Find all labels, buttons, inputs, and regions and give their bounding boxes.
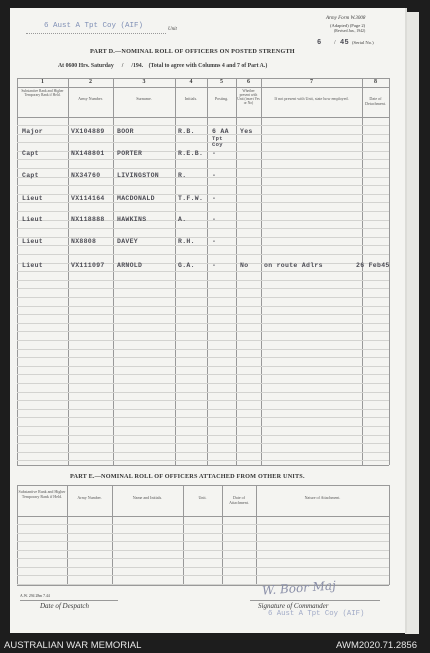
part-d-title: PART D.—NOMINAL ROLL OF OFFICERS ON POSTED STRENGTH — [90, 48, 295, 55]
form-revised: (Revised Jan., 1942) — [334, 29, 366, 33]
part-d-row-rule — [17, 426, 389, 427]
cell-employment: on route Adlrs — [264, 262, 323, 269]
cell-rank: Lieut — [22, 195, 44, 202]
part-e-row-rule — [17, 533, 389, 534]
unit-underline — [26, 33, 166, 34]
date-of-despatch: Date of Despatch — [40, 602, 89, 610]
part-d-row-rule — [17, 357, 389, 358]
cell-detachment-date: 26 Feb45 — [356, 262, 390, 269]
part-e-top-rule — [17, 485, 389, 486]
part-e-column-header: Name and Initials. — [132, 495, 163, 500]
cell-surname: MACDONALD — [117, 195, 155, 202]
part-d-row-rule — [17, 392, 389, 393]
column-header: Army Number. — [78, 96, 103, 101]
serial-label: (Serial No.) — [352, 40, 374, 45]
unit-label: Unit — [168, 27, 177, 32]
part-d-row-rule — [17, 400, 389, 401]
cell-surname: HAWKINS — [117, 216, 147, 223]
cell-rank: Lieut — [22, 216, 44, 223]
part-d-row-rule — [17, 202, 389, 203]
cell-present: Yes — [240, 128, 253, 135]
part-d-row-rule — [17, 409, 389, 410]
cell-army-number: VX111097 — [71, 262, 105, 269]
date-year: 194 — [132, 63, 142, 69]
part-e-row-rule — [17, 558, 389, 559]
grid-number-rule — [17, 87, 389, 88]
cell-posting: - — [212, 216, 217, 223]
cell-army-number: NX34760 — [71, 172, 101, 179]
part-d-row-rule — [17, 452, 389, 453]
column-number: 8 — [374, 79, 377, 85]
part-e-row-rule — [17, 550, 389, 551]
column-header: Date of Detachment. — [365, 96, 386, 106]
part-e-column-rule — [17, 485, 18, 585]
column-header: If not present with Unit, state how employed. — [274, 96, 349, 101]
total-note: (Total to agree with Columns 4 and 7 of Part A.) — [148, 63, 268, 69]
cell-rank: Lieut — [22, 262, 44, 269]
signature-of-commander: Signature of Commander — [258, 602, 329, 610]
cell-surname: DAVEY — [117, 238, 139, 245]
form-adapted: (Adapted) (Page 2) — [330, 23, 366, 28]
cell-initials: R. — [178, 172, 187, 179]
column-number: 2 — [89, 79, 92, 85]
column-header: Substantive Rank and Higher Temporary Rank if Held. — [21, 89, 64, 98]
part-d-row-rule — [17, 125, 389, 126]
column-header: Whether present with Unit (insert Yes or No) — [237, 89, 260, 106]
part-d-row-rule — [17, 306, 389, 307]
column-number: 4 — [189, 79, 193, 85]
serial-number: 6 — [317, 39, 322, 47]
cell-posting: - — [212, 262, 217, 269]
cell-initials: R.B. — [178, 128, 195, 135]
part-d-row-rule — [17, 297, 389, 298]
grid-header-rule — [17, 117, 389, 118]
column-number: 5 — [220, 79, 223, 85]
part-d-row-rule — [17, 271, 389, 272]
signature-line — [250, 600, 380, 601]
cell-posting: - — [212, 172, 217, 179]
part-d-time: At 0600 Hrs. Saturday / /194. (Total to agree with Columns 4 and 7 of Part A.) — [58, 63, 268, 69]
grid-bottom-rule — [17, 465, 389, 466]
part-e-row-rule — [17, 575, 389, 576]
part-d-row-rule — [17, 383, 389, 384]
cell-surname: LIVINGSTON — [117, 172, 160, 179]
part-e-column-rule — [67, 485, 68, 585]
part-d-row-rule — [17, 280, 389, 281]
cell-initials: T.F.W. — [178, 195, 204, 202]
cell-surname: BOOR — [117, 128, 134, 135]
part-d-row-rule — [17, 331, 389, 332]
part-e-row-rule — [17, 541, 389, 542]
part-d-row-rule — [17, 228, 389, 229]
part-e-column-rule — [256, 485, 257, 585]
bottom-unit-stamp: 6 Aust A Tpt Coy (AIF) — [268, 610, 365, 618]
footer-right: AWM2020.71.2856 — [336, 640, 417, 651]
cell-surname: ARNOLD — [117, 262, 143, 269]
cell-army-number: VX104889 — [71, 128, 105, 135]
part-d-row-rule — [17, 245, 389, 246]
cell-surname: PORTER — [117, 150, 143, 157]
part-e-column-rule — [389, 485, 390, 585]
cell-present: No — [240, 262, 249, 269]
part-d-row-rule — [17, 349, 389, 350]
cell-rank: Major — [22, 128, 44, 135]
part-d-row-rule — [17, 443, 389, 444]
part-d-column-rule — [389, 78, 390, 465]
part-e-column-rule — [222, 485, 223, 585]
column-number: 1 — [41, 79, 44, 85]
cell-army-number: NX148801 — [71, 150, 105, 157]
time-prefix: At 0600 Hrs. Saturday — [58, 63, 114, 69]
part-e-column-header: Unit. — [198, 495, 207, 500]
cell-initials: R.H. — [178, 238, 195, 245]
serial-total: 45 — [340, 39, 350, 47]
part-d-row-rule — [17, 323, 389, 324]
part-d-row-rule — [17, 185, 389, 186]
part-e-column-rule — [112, 485, 113, 585]
part-d-row-rule — [17, 288, 389, 289]
column-header: Surname. — [136, 96, 152, 101]
part-e-column-header: Nature of Attachment. — [304, 495, 341, 500]
part-e-row-rule — [17, 567, 389, 568]
cell-rank: Lieut — [22, 238, 44, 245]
part-e-title: PART E.—NOMINAL ROLL OF OFFICERS ATTACHED FROM OTHER UNITS. — [70, 473, 305, 480]
column-number: 6 — [247, 79, 250, 85]
commander-signature: W. Boor Maj — [261, 578, 337, 598]
part-d-row-rule — [17, 314, 389, 315]
part-e-column-header: Army Number. — [77, 495, 102, 500]
cell-initials: R.E.B. — [178, 150, 204, 157]
column-header: Posting. — [214, 96, 229, 101]
form-name: Army Form W.3008 — [326, 16, 366, 21]
column-header: Initials. — [184, 96, 198, 101]
cell-rank: Capt — [22, 172, 39, 179]
part-e-column-rule — [183, 485, 184, 585]
part-d-row-rule — [17, 211, 389, 212]
cell-posting: - — [212, 195, 217, 202]
part-d-row-rule — [17, 366, 389, 367]
part-d-row-rule — [17, 374, 389, 375]
adjacent-page-edge — [405, 12, 419, 634]
cell-rank: Capt — [22, 150, 39, 157]
part-d-row-rule — [17, 254, 389, 255]
part-e-row-rule — [17, 524, 389, 525]
part-d-row-rule — [17, 159, 389, 160]
part-d-row-rule — [17, 142, 389, 143]
despatch-line — [20, 600, 118, 601]
part-e-column-header: Date of Attachment. — [229, 495, 249, 505]
part-e-header-rule — [17, 516, 389, 517]
cell-posting-line2: Tpt — [212, 135, 223, 142]
part-d-row-rule — [17, 340, 389, 341]
cell-army-number: NX8808 — [71, 238, 97, 245]
column-number: 3 — [142, 79, 146, 85]
part-d-row-rule — [17, 435, 389, 436]
part-e-column-header: Substantive Rank and Higher Temporary Rank if Held. — [18, 489, 66, 499]
part-d-row-rule — [17, 417, 389, 418]
cell-initials: G.A. — [178, 262, 195, 269]
cell-army-number: NX118888 — [71, 216, 105, 223]
archive-footer — [0, 638, 430, 653]
printer-note: A.W. 294 28m 7.44 — [20, 594, 50, 598]
cell-posting: 6 AA — [212, 128, 229, 135]
cell-posting: - — [212, 150, 217, 157]
part-d-row-rule — [17, 460, 389, 461]
unit-stamp: 6 Aust A Tpt Coy (AIF) — [44, 22, 144, 30]
cell-posting-line3: Coy — [212, 141, 223, 148]
cell-initials: A. — [178, 216, 187, 223]
cell-army-number: VX114164 — [71, 195, 105, 202]
part-d-row-rule — [17, 168, 389, 169]
footer-left: AUSTRALIAN WAR MEMORIAL — [4, 640, 142, 651]
cell-posting: - — [212, 238, 217, 245]
column-number: 7 — [310, 79, 313, 85]
